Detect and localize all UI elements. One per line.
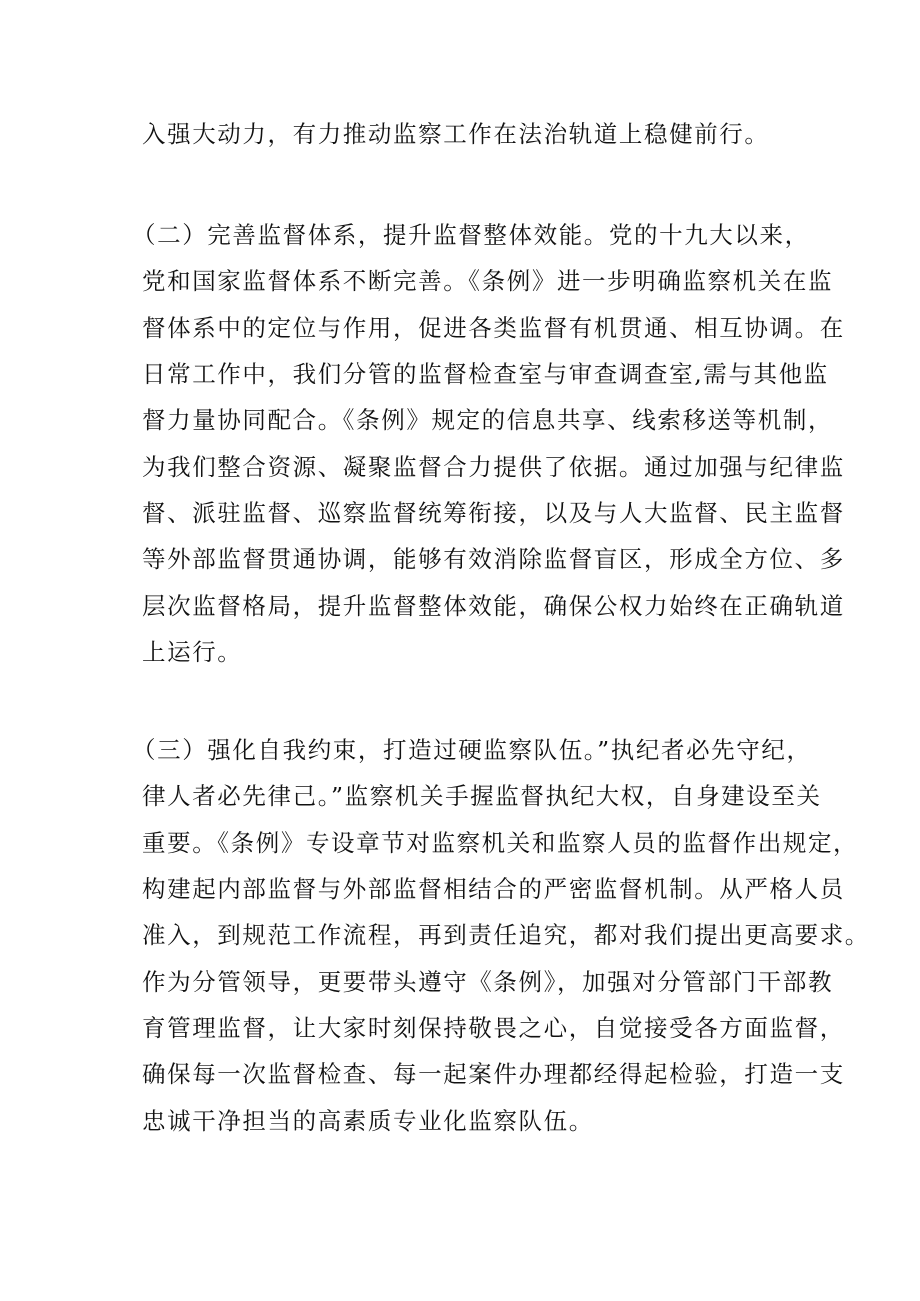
paragraph-line: 督力量协同配合。《条例》规定的信息共享、线索移送等机制， [142,406,834,434]
paragraph-line: （三）强化自我约束，打造过硬监察队伍。”执纪者必先守纪， [132,736,812,764]
paragraph-line: 层次监督格局，提升监督整体效能，确保公权力始终在正确轨道 [142,592,845,620]
paragraph-line: 日常工作中，我们分管的监督检查室与审查调查室,需与其他监 [142,360,829,388]
paragraph-line: 上运行。 [142,638,243,666]
paragraph-line: 督体系中的定位与作用，促进各类监督有机贯通、相互协调。在 [142,314,845,342]
paragraph-line: 确保每一次监督检查、每一起案件办理都经得起检验，打造一支 [142,1060,845,1088]
paragraph-line: （二）完善监督体系，提升监督整体效能。党的十九大以来， [132,221,810,249]
paragraph-line: 育管理监督，让大家时刻保持敬畏之心，自觉接受各方面监督， [142,1014,845,1042]
paragraph-line: 党和国家监督体系不断完善。《条例》进一步明确监察机关在监 [142,267,834,295]
paragraph-line: 入强大动力，有力推动监察工作在法治轨道上稳健前行。 [142,120,770,148]
paragraph-line: 律人者必先律己。”监察机关手握监督执纪大权，自身建设至关 [142,782,822,810]
paragraph-line: 督、派驻监督、巡察监督统筹衔接，以及与人大监督、民主监督 [142,499,845,527]
paragraph-line: 构建起内部监督与外部监督相结合的严密监督机制。从严格人员 [142,875,845,903]
paragraph-line: 准入，到规范工作流程，再到责任追究，都对我们提出更高要求。 [142,921,870,949]
paragraph-line: 为我们整合资源、凝聚监督合力提供了依据。通过加强与纪律监 [142,453,845,481]
paragraph-line: 作为分管领导，更要带头遵守《条例》，加强对分管部门干部教 [142,968,834,996]
paragraph-line: 忠诚干净担当的高素质专业化监察队伍。 [142,1107,594,1135]
paragraph-line: 重要。《条例》专设章节对监察机关和监察人员的监督作出规定， [142,829,859,857]
paragraph-line: 等外部监督贯通协调，能够有效消除监督盲区，形成全方位、多 [142,545,845,573]
